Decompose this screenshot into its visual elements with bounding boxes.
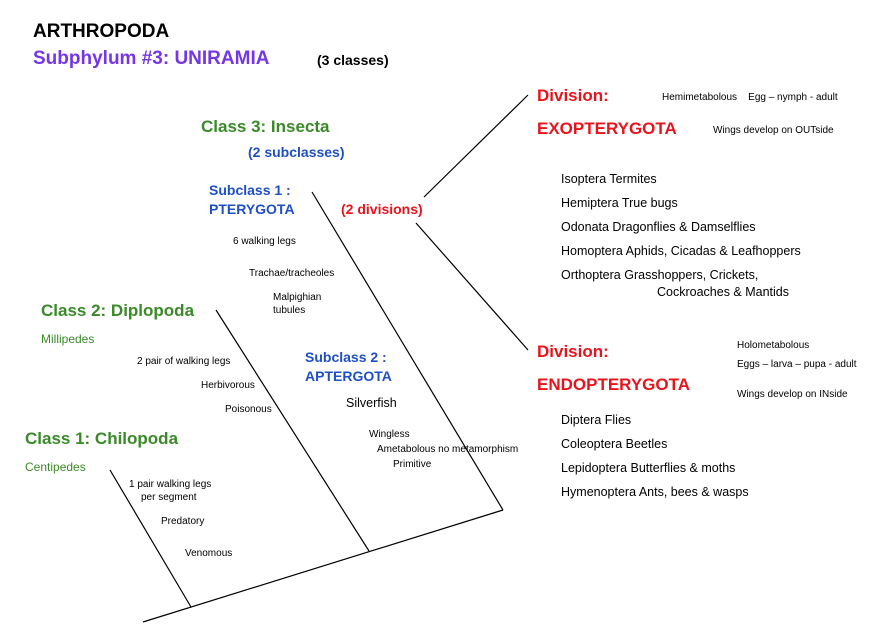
endopterygota-order: Lepidoptera Butterflies & moths [561,461,736,475]
subphylum-note: (3 classes) [317,52,389,68]
endopterygota-type-note: Holometabolous [737,340,810,351]
endopterygota-order: Coleoptera Beetles [561,437,668,451]
subclass1-label-line1: Subclass 1 : [209,182,291,198]
page-title: ARTHROPODA [33,21,170,42]
chilopoda-branch-line [110,470,191,607]
exopterygota-order: Orthoptera Grasshoppers, Crickets, [561,268,759,282]
exopterygota-division-label: Division: [537,86,609,105]
class1-trait: per segment [141,492,197,503]
subclass2-label-line1: Subclass 2 : [305,349,387,365]
class2-common-name: Millipedes [41,332,95,346]
endopterygota-order: Diptera Flies [561,413,632,427]
subclass1-label-line2: PTERYGOTA [209,201,295,217]
class2-trait: 2 pair of walking legs [137,356,231,367]
subclass2-example: Silverfish [346,396,397,410]
exopterygota-order: Hemiptera True bugs [561,196,678,210]
subclass1-trait: 6 walking legs [233,236,296,247]
class2-title: Class 2: Diplopoda [41,301,195,320]
class2-trait: Herbivorous [201,380,255,391]
endopterygota-branch-line [416,223,528,350]
class1-common-name: Centipedes [25,460,86,474]
endopterygota-stages-note: Eggs – larva – pupa - adult [737,359,857,370]
class1-trait: Predatory [161,516,205,527]
endopterygota-name: ENDOPTERYGOTA [537,375,691,394]
endopterygota-order: Hymenoptera Ants, bees & wasps [561,485,749,499]
exopterygota-order: Homoptera Aphids, Cicadas & Leafhoppers [561,244,801,258]
exopterygota-wing-note: Wings develop on OUTside [713,125,834,136]
subclass2-trait: Wingless [369,429,410,440]
exopterygota-type-note: Hemimetabolous Egg – nymph - adult [662,92,838,103]
exopterygota-branch-line [424,95,528,197]
subclass1-trait: Malpighian [273,292,322,303]
class1-title: Class 1: Chilopoda [25,429,179,448]
exopterygota-order: Isoptera Termites [561,172,657,186]
class2-trait: Poisonous [225,404,272,415]
endopterygota-wing-note: Wings develop on INside [737,389,848,400]
exopterygota-name: EXOPTERYGOTA [537,119,677,138]
subclass1-trait: Trachae/tracheoles [249,268,335,279]
class3-subtitle: (2 subclasses) [248,144,345,160]
class1-trait: Venomous [185,548,233,559]
class1-trait: 1 pair walking legs [129,479,212,490]
subclass1-trait: tubules [273,305,306,316]
exopterygota-order: Cockroaches & Mantids [657,285,790,299]
subclass1-divisions-note: (2 divisions) [341,201,423,217]
subclass2-trait: Primitive [393,459,432,470]
subphylum-label: Subphylum #3: UNIRAMIA [33,48,270,69]
diplopoda-branch-line [216,310,369,551]
exopterygota-order: Odonata Dragonflies & Damselflies [561,220,756,234]
subclass2-label-line2: APTERGOTA [305,368,392,384]
subclass2-trait: Ametabolous no metamorphism [377,444,519,455]
class3-title: Class 3: Insecta [201,117,330,136]
endopterygota-division-label: Division: [537,342,609,361]
